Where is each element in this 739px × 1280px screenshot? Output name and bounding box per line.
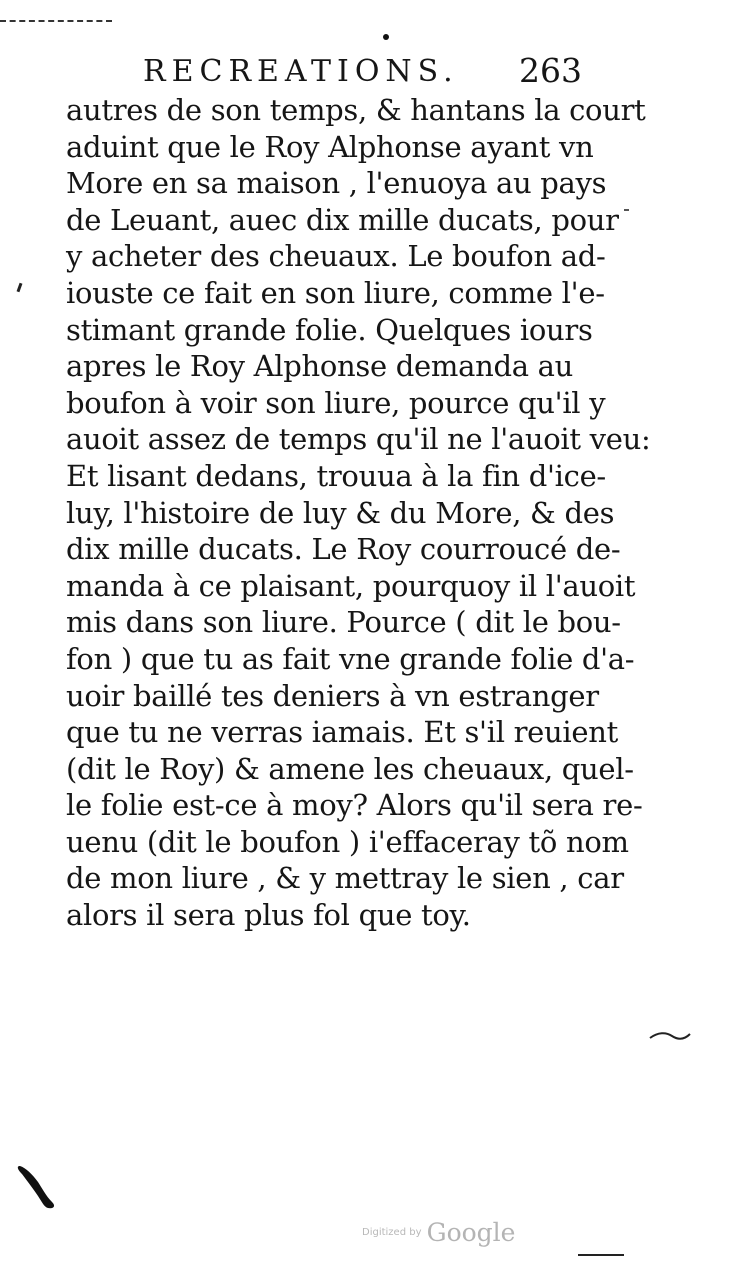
ink-blot-mark <box>16 1162 60 1210</box>
text-line: autres de son temps, & hantans la court <box>66 93 646 127</box>
text-line: dix mille ducats. Le Roy courroucé de- <box>66 532 621 567</box>
text-line: boufon à voir son liure, pource qu'il y <box>66 385 606 420</box>
text-line: stimant grande folie. Quelques iours <box>66 312 593 347</box>
top-edge-dash <box>0 20 112 22</box>
text-line: Et lisant dedans, trouua à la fin d'ice- <box>66 458 606 493</box>
footer-rule <box>578 1254 624 1256</box>
watermark-logo: Google <box>426 1218 516 1247</box>
watermark-prefix: Digitized by <box>362 1227 422 1238</box>
text-line: fon ) que tu as fait vne grande folie d'a- <box>66 641 635 676</box>
text-line: aduint que le Roy Alphonse ayant vn <box>66 129 594 164</box>
page-number: 263 <box>519 51 582 90</box>
text-line: apres le Roy Alphonse demanda au <box>66 349 574 384</box>
text-line: de mon liure , & y mettray le sien , car <box>66 861 624 896</box>
margin-tilde-mark <box>648 1030 692 1042</box>
text-line: y acheter des cheuaux. Le boufon ad- <box>66 239 606 274</box>
body-text <box>66 92 651 934</box>
text-line: auoit assez de temps qu'il ne l'auoit veu: <box>66 422 651 457</box>
text-line: le folie est-ce à moy? Alors qu'il sera re- <box>66 788 643 823</box>
margin-ink-dash <box>624 209 629 211</box>
text-line: (dit le Roy) & amene les cheuaux, quel- <box>66 751 634 786</box>
digitization-watermark <box>362 1218 515 1247</box>
margin-ink-mark <box>17 283 23 292</box>
running-head-title: RECREATIONS. <box>143 54 459 89</box>
top-ink-dot <box>383 34 389 40</box>
text-line: manda à ce plaisant, pourquoy il l'auoit <box>66 568 636 603</box>
text-line: mis dans son liure. Pource ( dit le bou- <box>66 605 621 640</box>
text-line: luy, l'histoire de luy & du More, & des <box>66 495 615 530</box>
text-line: alors il sera plus fol que toy. <box>66 898 471 933</box>
text-line: de Leuant, auec dix mille ducats, pour <box>66 202 619 237</box>
text-line: iouste ce fait en son liure, comme l'e- <box>66 275 605 310</box>
text-line: que tu ne verras iamais. Et s'il reuient <box>66 715 618 750</box>
text-line: uenu (dit le boufon ) i'effaceray tõ nom <box>66 824 629 859</box>
text-line: uoir baillé tes deniers à vn estranger <box>66 678 599 713</box>
text-line: More en sa maison , l'enuoya au pays <box>66 166 607 201</box>
